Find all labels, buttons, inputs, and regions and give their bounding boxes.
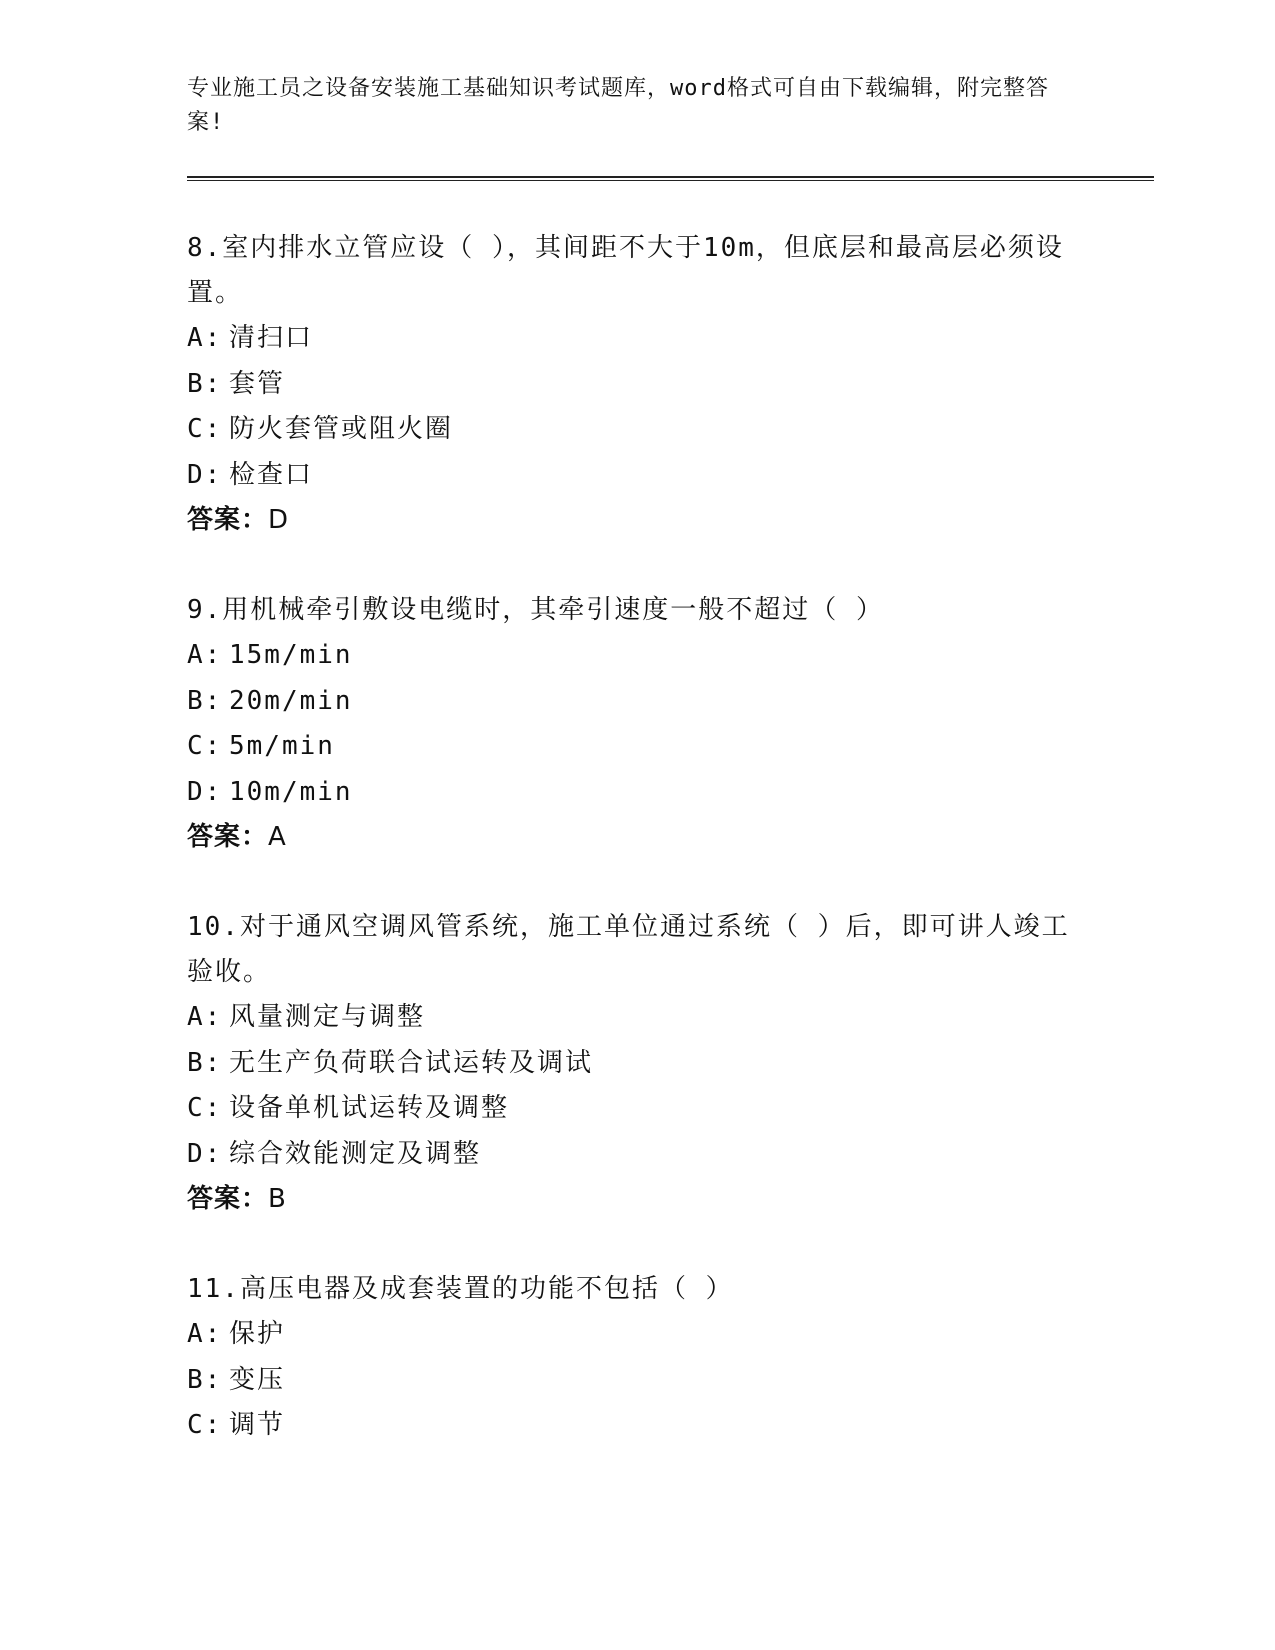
question-stem: 8.室内排水立管应设（ ），其间距不大于10m，但底层和最高层必须设置。 <box>187 233 1064 308</box>
option-b <box>187 362 1087 408</box>
option-text: 套管 <box>229 368 286 399</box>
option-c <box>187 724 1087 770</box>
option-text: 综合效能测定及调整 <box>229 1138 482 1169</box>
question-item <box>187 1267 1087 1449</box>
question-item <box>187 226 1087 542</box>
answer-value: B <box>268 1184 287 1214</box>
answer-value: A <box>268 822 287 852</box>
answer-label: 答案： <box>187 822 269 852</box>
answer-line <box>187 498 1087 542</box>
option-c <box>187 1086 1087 1132</box>
answer-line <box>187 1177 1087 1221</box>
option-letter: B: <box>187 368 223 399</box>
option-letter: A: <box>187 1319 223 1349</box>
question-list <box>187 226 1087 1495</box>
option-a <box>187 633 1087 679</box>
answer-line <box>187 815 1087 859</box>
option-text: 变压 <box>229 1364 286 1395</box>
option-text: 风量测定与调整 <box>229 1002 426 1032</box>
option-letter: D: <box>187 1138 223 1169</box>
option-d <box>187 770 1087 816</box>
option-letter: A: <box>187 1002 223 1032</box>
option-c <box>187 407 1087 453</box>
option-text: 15m/min <box>229 640 353 670</box>
option-d <box>187 1132 1087 1178</box>
option-letter: C: <box>187 1093 223 1123</box>
option-letter: A: <box>187 323 223 353</box>
option-letter: A: <box>187 640 223 670</box>
question-stem: 10.对于通风空调风管系统，施工单位通过系统（ ）后，即可讲人竣工验收。 <box>187 912 1070 987</box>
option-text: 调节 <box>229 1410 286 1440</box>
question-item <box>187 905 1087 1221</box>
option-a <box>187 1312 1087 1358</box>
option-text: 10m/min <box>229 776 353 807</box>
option-text: 清扫口 <box>229 323 314 353</box>
header-divider <box>187 176 1154 181</box>
option-letter: B: <box>187 1364 223 1395</box>
option-text: 设备单机试运转及调整 <box>229 1093 510 1123</box>
option-letter: C: <box>187 1410 223 1440</box>
answer-value: D <box>268 505 290 535</box>
option-text: 检查口 <box>229 459 314 490</box>
option-c <box>187 1403 1087 1449</box>
option-a <box>187 995 1087 1041</box>
option-a <box>187 316 1087 362</box>
option-letter: C: <box>187 731 223 761</box>
option-text: 保护 <box>229 1319 286 1349</box>
option-text: 20m/min <box>229 685 353 716</box>
option-b <box>187 679 1087 725</box>
question-stem: 9.用机械牵引敷设电缆时，其牵引速度一般不超过（ ） <box>187 595 884 625</box>
option-d <box>187 453 1087 499</box>
question-stem: 11.高压电器及成套装置的功能不包括（ ） <box>187 1274 734 1304</box>
option-letter: D: <box>187 459 223 490</box>
answer-label: 答案： <box>187 1184 269 1214</box>
option-letter: C: <box>187 414 223 444</box>
option-text: 5m/min <box>229 731 335 761</box>
document-header-text: 专业施工员之设备安装施工基础知识考试题库，word格式可自由下载编辑，附完整答案! <box>187 76 1049 135</box>
option-letter: B: <box>187 1047 223 1078</box>
question-item <box>187 588 1087 859</box>
option-b <box>187 1041 1087 1087</box>
option-text: 无生产负荷联合试运转及调试 <box>229 1047 594 1078</box>
option-letter: D: <box>187 776 223 807</box>
answer-label: 答案： <box>187 505 269 535</box>
option-text: 防火套管或阻火圈 <box>229 414 454 444</box>
option-letter: B: <box>187 685 223 716</box>
option-b <box>187 1358 1087 1404</box>
